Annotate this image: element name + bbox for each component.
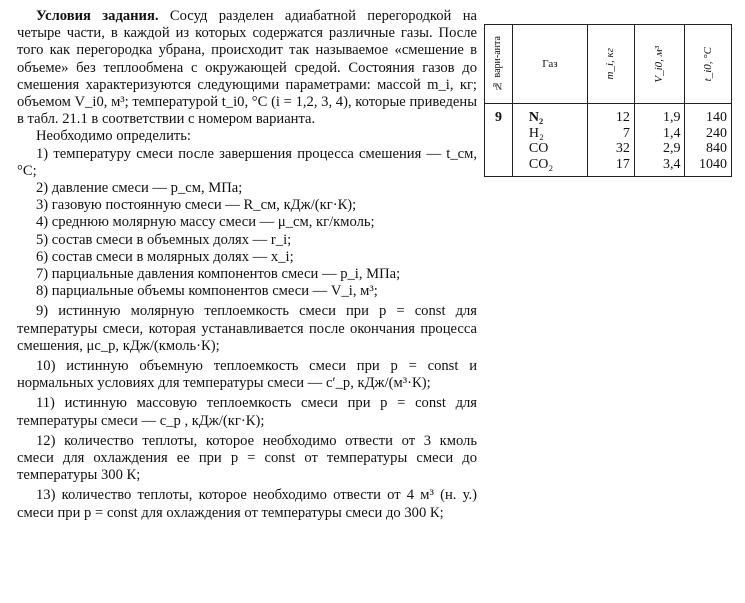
- item-7: 7) парциальные давления компонентов смеси — p_i, МПа;: [36, 266, 401, 283]
- cell-variant: 9: [485, 104, 513, 177]
- item-12: 12) количество теплоты, которое необходимо отвести от 3 кмоль смеси для охлаждения ее при p = const от температуры смеси до температуры 300 К;: [17, 432, 477, 484]
- mass-value: 32: [615, 141, 630, 156]
- header-temp: t_i0, °С: [685, 25, 732, 104]
- item-2: 2) давление смеси — р_см, МПа;: [36, 180, 243, 197]
- item-9: 9) истинную молярную теплоемкость смеси при p = const для температуры смеси, которая устанавливается после окончания процесса смешения, μc_p, кДж/(кмоль·К);: [17, 303, 477, 354]
- intro-lead: Условия задания.: [36, 8, 159, 24]
- temp-value: 240: [706, 125, 727, 141]
- cell-temp: [685, 104, 732, 177]
- item-13: 13) количество теплоты, которое необходимо отвести от 4 м³ (н. у.) смеси при p = const для охлаждения от температуры смеси до 300 К;: [17, 487, 477, 521]
- header-mass: m_i, кг: [588, 25, 635, 104]
- volume-value: 1,9: [662, 110, 681, 125]
- mass-value: 17: [615, 156, 630, 172]
- item-1: 1) температуру смеси после завершения процесса смешения — t_см, °С;: [17, 145, 477, 179]
- item-4: 4) среднюю молярную массу смеси — μ_см, кг/кмоль;: [36, 214, 375, 231]
- cell-mass: [588, 104, 635, 177]
- mass-value: 7: [622, 125, 630, 141]
- cell-volume: [634, 104, 685, 177]
- need-heading: Необходимо определить:: [36, 128, 191, 145]
- gas-parameters-table: [484, 24, 732, 177]
- item-5: 5) состав смеси в объемных долях — r_i;: [36, 231, 292, 248]
- temp-value: 840: [706, 141, 727, 156]
- task-text: [17, 8, 477, 522]
- header-variant: № вари-анта: [485, 25, 513, 104]
- item-11: 11) истинную массовую теплоемкость смеси при p = const для температуры смеси — c_p , кДж/(кг·К);: [17, 395, 477, 429]
- table-row: [485, 104, 732, 177]
- header-volume: V_i0, м³: [634, 25, 685, 104]
- volume-value: 3,4: [662, 156, 681, 172]
- temp-value: 1040: [699, 156, 727, 172]
- volume-value: 2,9: [662, 141, 681, 156]
- item-3: 3) газовую постоянную смеси — R_см, кДж/(кг·К);: [36, 197, 357, 214]
- volume-value: 1,4: [662, 125, 681, 141]
- header-gas: Газ: [512, 25, 587, 104]
- mass-value: 12: [615, 110, 630, 125]
- intro-paragraph: [17, 8, 477, 128]
- intro-body: Сосуд разделен адиабатной перегородкой на четыре части, в каждой из которых содержатся различные газы. После того как перегородка убрана, происходит так называемое «смешение в объеме» без теплообмена с окружающей средой. Состояния газов до смешения характеризуются следующими параметрами: массой m_i, кг; объемом V_i0, м³; температурой t_i0, °С (i = 1,2, 3, 4), которые приведены в табл. 21.1 в соответствии с номером варианта.: [17, 8, 477, 128]
- temp-value: 140: [706, 110, 727, 125]
- gas-h2: H₂: [528, 125, 544, 141]
- item-8: 8) парциальные объемы компонентов смеси — V_i, м³;: [36, 283, 378, 300]
- item-6: 6) состав смеси в молярных долях — x_i;: [36, 248, 294, 265]
- gas-n2: N₂: [528, 110, 544, 125]
- gas-co: CO: [528, 141, 549, 156]
- cell-gases: [512, 104, 587, 177]
- gas-co2: CO₂: [528, 156, 554, 172]
- item-10: 10) истинную объемную теплоемкость смеси при p = const и нормальных условиях для температуры смеси — c′_p, кДж/(м³·К);: [17, 358, 477, 392]
